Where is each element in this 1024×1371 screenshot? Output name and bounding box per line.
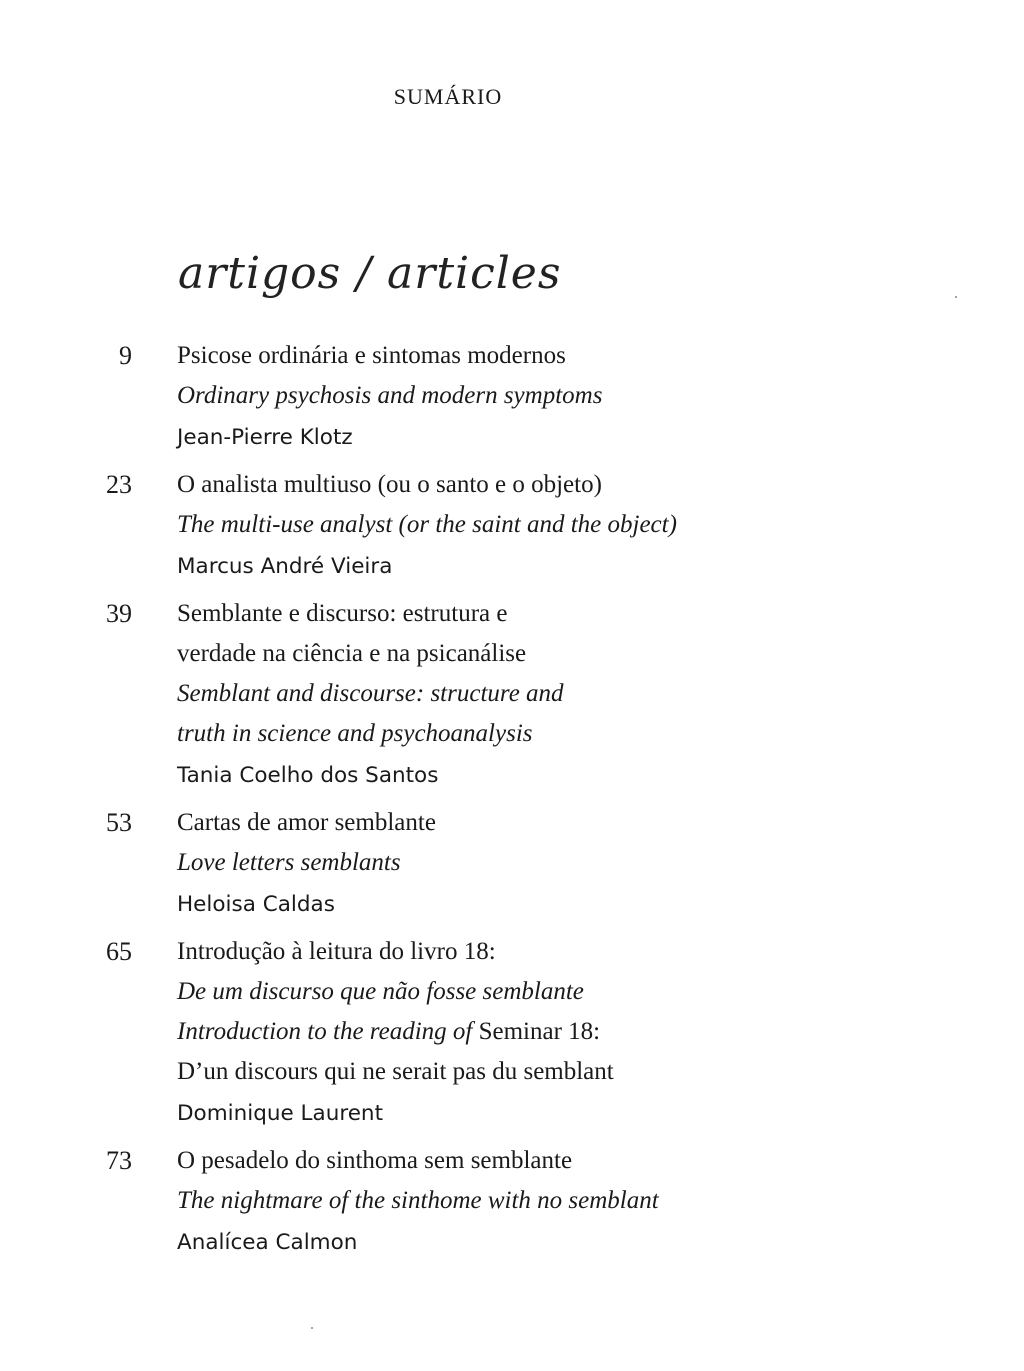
article-title-line-1: Semblante e discurso: estrutura e [177, 600, 508, 627]
article-title-translation: Ordinary psychosis and modern symptoms [177, 382, 603, 409]
article-title-line-2: verdade na ciência e na psicanálise [177, 640, 527, 667]
page-number: 23 [106, 470, 132, 499]
article-author: Marcus André Vieira [177, 554, 393, 579]
page-number: 65 [106, 937, 132, 966]
page-number: 73 [106, 1146, 132, 1175]
paper-speck [311, 1327, 313, 1329]
paper-speck [955, 296, 957, 298]
page-title: SUMÁRIO [393, 84, 503, 109]
article-author: Jean-Pierre Klotz [177, 425, 353, 450]
article-title-translation: Love letters semblants [177, 849, 401, 876]
page-number: 9 [119, 341, 132, 370]
table-of-contents [0, 336, 1024, 1270]
toc-entry[interactable] [0, 803, 1024, 926]
article-author: Tania Coelho dos Santos [177, 763, 439, 788]
article-author: Analícea Calmon [177, 1230, 358, 1255]
translation-italic-part: Introduction to the reading of [177, 1018, 473, 1045]
toc-entry[interactable] [0, 1141, 1024, 1264]
toc-entry[interactable] [0, 336, 1024, 459]
toc-entry[interactable] [0, 465, 1024, 588]
article-title: Psicose ordinária e sintomas modernos [177, 342, 566, 369]
article-title-line-2: De um discurso que não fosse semblante [177, 978, 584, 1005]
toc-entry[interactable] [0, 594, 1024, 797]
article-title-translation: The multi-use analyst (or the saint and the object) [177, 511, 677, 538]
section-heading: artigos / articles [178, 248, 562, 299]
article-title-translation-line-1 [177, 1012, 1024, 1052]
translation-roman-part: Seminar 18: [478, 1018, 601, 1045]
article-title-line-1: Introdução à leitura do livro 18: [177, 938, 496, 965]
article-title-translation-line-1: Semblant and discourse: structure and [177, 680, 564, 707]
article-title-translation: The nightmare of the sinthome with no semblant [177, 1187, 659, 1214]
page-number: 53 [106, 808, 132, 837]
article-title-translation-line-2: truth in science and psychoanalysis [177, 720, 533, 747]
toc-entry[interactable] [0, 932, 1024, 1135]
article-title: O pesadelo do sinthoma sem semblante [177, 1147, 573, 1174]
page-number: 39 [106, 599, 132, 628]
article-author: Heloisa Caldas [177, 892, 335, 917]
article-title-translation-line-2: D’un discours qui ne serait pas du semblant [177, 1058, 614, 1085]
article-author: Dominique Laurent [177, 1101, 383, 1126]
article-title: Cartas de amor semblante [177, 809, 436, 836]
article-title: O analista multiuso (ou o santo e o objeto) [177, 471, 602, 498]
